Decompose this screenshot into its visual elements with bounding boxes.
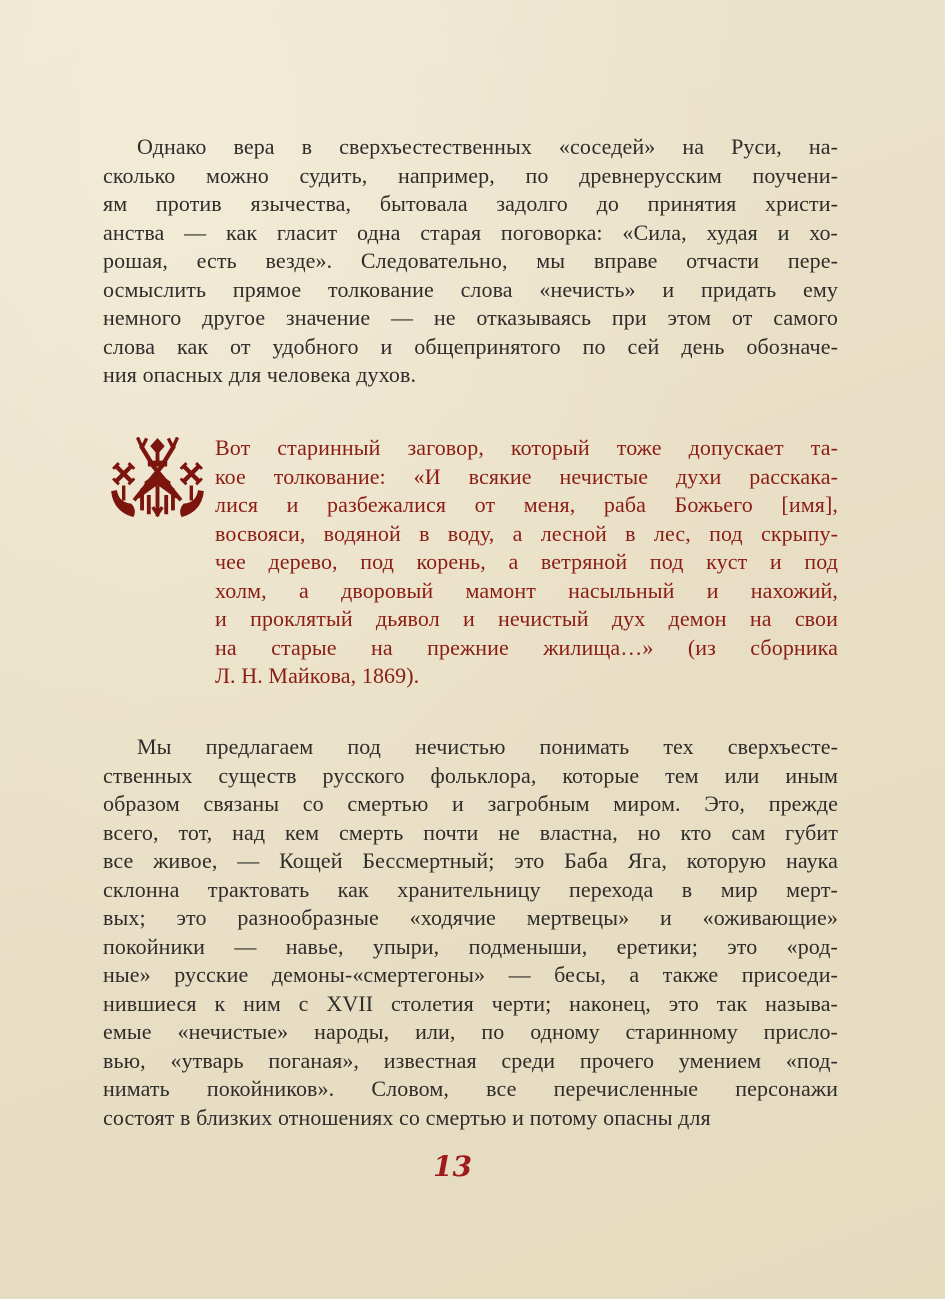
text-line: вых; это разнообразные «ходячие мертвецы» и «оживающие» bbox=[103, 905, 838, 930]
text-line: состоят в близких отношениях со смертью и потому опасны для bbox=[103, 1104, 711, 1130]
text-line: анства — как гласит одна старая поговорка: «Сила, худая и хо- bbox=[103, 219, 838, 245]
text-line: склонна трактовать как хранительницу перехода в мир мерт- bbox=[103, 876, 838, 902]
text-line: и проклятый дьявол и нечистый дух демон на свои bbox=[215, 606, 838, 631]
folk-figure-ornament-icon bbox=[109, 437, 206, 522]
body-paragraph bbox=[103, 733, 838, 1132]
incantation-quote-text bbox=[215, 434, 838, 691]
text-line: кое толкование: «И всякие нечистые духи расскака- bbox=[215, 463, 838, 489]
text-line: осмыслить прямое толкование слова «нечисть» и придать ему bbox=[103, 276, 838, 302]
text-line: образом связаны со смертью и загробным миром. Это, прежде bbox=[103, 791, 838, 816]
text-line: ственных существ русского фольклора, которые тем или иным bbox=[103, 762, 838, 788]
text-line: нившиеся к ним с XVII столетия черти; наконец, это так называ- bbox=[103, 990, 838, 1016]
text-line: чее дерево, под корень, а ветряной под куст и под bbox=[215, 549, 838, 574]
text-line: рошая, есть везде». Следовательно, мы вправе отчасти пере- bbox=[103, 248, 838, 273]
text-line: покойники — навье, упыри, подменыши, еретики; это «род- bbox=[103, 933, 838, 959]
text-line: все живое, — Кощей Бессмертный; это Баба Яга, которую наука bbox=[103, 848, 838, 873]
text-line: нимать покойников». Словом, все перечисленные персонажи bbox=[103, 1076, 838, 1101]
text-line: вью, «утварь поганая», известная среди прочего умением «под- bbox=[103, 1047, 838, 1073]
page-number: 13 bbox=[433, 1150, 472, 1183]
text-line: сколько можно судить, например, по древнерусским поучени- bbox=[103, 162, 838, 188]
text-line: Вот старинный заговор, который тоже допускает та- bbox=[215, 435, 838, 460]
text-line: восвояси, водяной в воду, а лесной в лес, под скрыпу- bbox=[215, 520, 838, 546]
text-line: Мы предлагаем под нечистью понимать тех сверхъесте- bbox=[137, 734, 838, 759]
intro-paragraph bbox=[103, 133, 838, 390]
text-line: всего, тот, над кем смерть почти не властна, но кто сам губит bbox=[103, 819, 838, 845]
text-line: Однако вера в сверхъестественных «соседей» на Руси, на- bbox=[137, 134, 838, 159]
text-line: холм, а дворовый мамонт насыльный и нахожий, bbox=[215, 577, 838, 603]
incantation-quote-block bbox=[103, 434, 838, 691]
text-line: ям против язычества, бытовала задолго до принятия христи- bbox=[103, 191, 838, 216]
text-line: ния опасных для человека духов. bbox=[103, 362, 417, 387]
text-line: емые «нечистые» народы, или, по одному старинному присло- bbox=[103, 1019, 838, 1044]
text-line: лися и разбежалися от меня, раба Божьего [имя], bbox=[215, 492, 838, 517]
text-line: на старые на прежние жилища…» (из сборника bbox=[215, 634, 838, 660]
text-line: немного другое значение — не отказываясь при этом от самого bbox=[103, 305, 838, 330]
text-line: ные» русские демоны-«смертегоны» — бесы, а также присоеди- bbox=[103, 962, 838, 987]
text-line: слова как от удобного и общепринятого по сей день обозначе- bbox=[103, 333, 838, 359]
text-line: Л. Н. Майкова, 1869). bbox=[215, 663, 420, 688]
